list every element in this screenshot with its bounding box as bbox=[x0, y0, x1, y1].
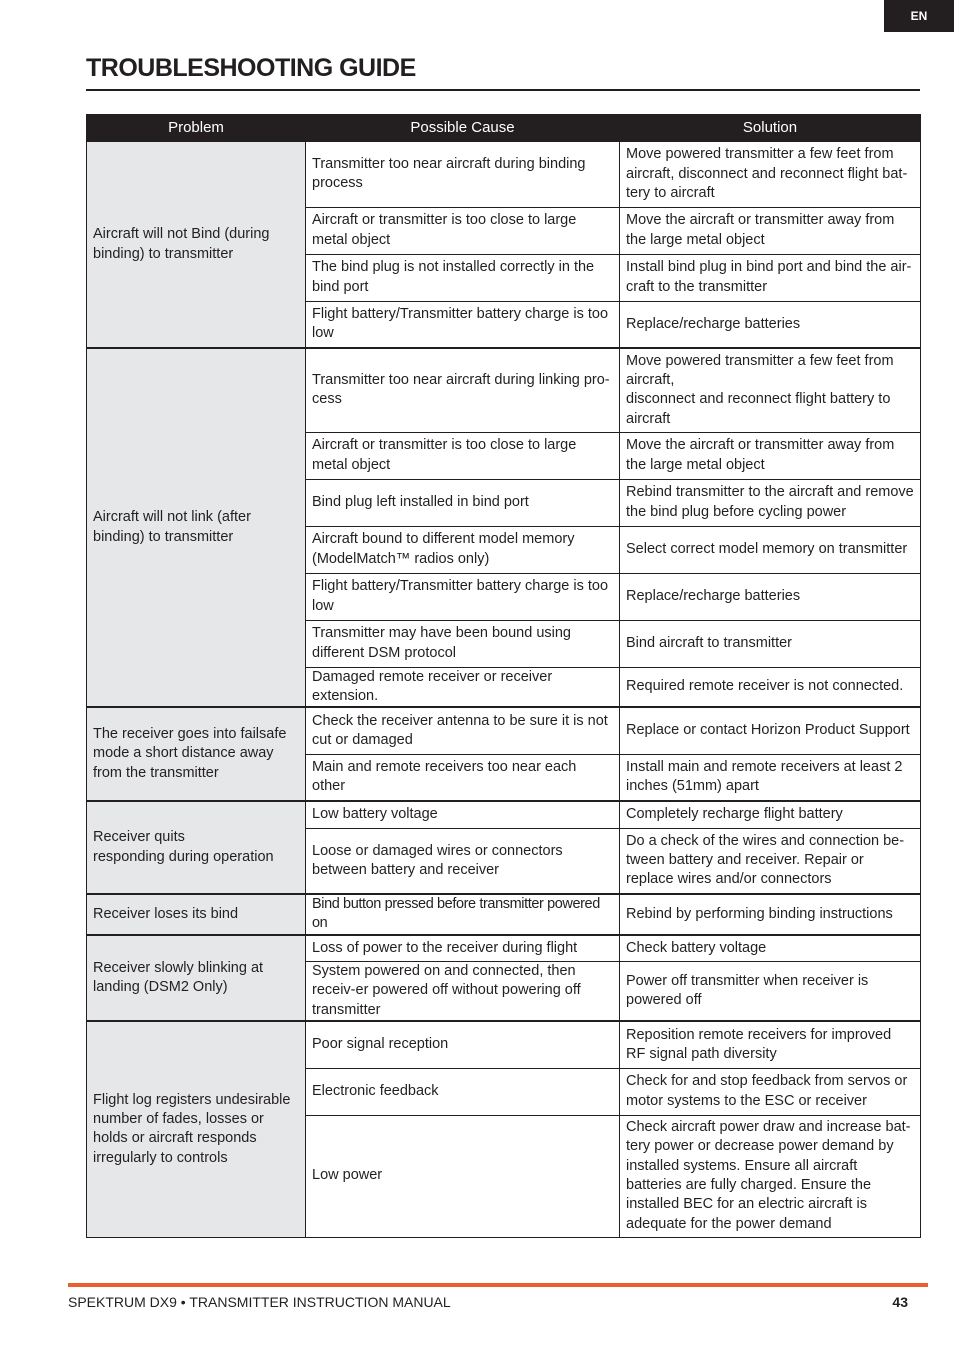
cause-cell: Main and remote receivers too near each other bbox=[306, 754, 620, 801]
cause-cell: Aircraft or transmitter is too close to large metal object bbox=[306, 432, 620, 479]
problem-cell: Flight log registers undesirable number of fades, losses or holds or aircraft responds irregularly to controls bbox=[87, 1021, 306, 1237]
problem-group-loses-bind bbox=[87, 894, 921, 935]
table-row bbox=[87, 1021, 921, 1068]
solution-cell: Required remote receiver is not connected. bbox=[620, 667, 921, 707]
table-header-row bbox=[87, 115, 921, 142]
cause-cell: The bind plug is not installed correctly in the bind port bbox=[306, 254, 620, 301]
solution-cell: Replace or contact Horizon Product Support bbox=[620, 707, 921, 754]
solution-cell: Move the aircraft or transmitter away from the large metal object bbox=[620, 432, 921, 479]
cause-cell: Transmitter too near aircraft during linking pro-cess bbox=[306, 348, 620, 432]
problem-group-blinking bbox=[87, 935, 921, 1021]
solution-cell: Replace/recharge batteries bbox=[620, 301, 921, 348]
page-title: TROUBLESHOOTING GUIDE bbox=[86, 54, 416, 82]
problem-cell: Receiver slowly blinking at landing (DSM2 Only) bbox=[87, 935, 306, 1021]
cause-cell: Loss of power to the receiver during flight bbox=[306, 935, 620, 962]
table-row bbox=[87, 801, 921, 828]
solution-cell: Check for and stop feedback from servos or motor systems to the ESC or receiver bbox=[620, 1068, 921, 1115]
solution-cell: Install main and remote receivers at least 2 inches (51mm) apart bbox=[620, 754, 921, 801]
solution-cell: Do a check of the wires and connection be-tween battery and receiver. Repair or replace wires and/or connectors bbox=[620, 828, 921, 894]
solution-cell: Move the aircraft or transmitter away from the large metal object bbox=[620, 207, 921, 254]
header-problem: Problem bbox=[87, 115, 306, 142]
problem-group-bind bbox=[87, 141, 921, 348]
cause-cell: Loose or damaged wires or connectors between battery and receiver bbox=[306, 828, 620, 894]
footer-accent-rule bbox=[68, 1283, 928, 1287]
solution-cell: Reposition remote receivers for improved RF signal path diversity bbox=[620, 1021, 921, 1068]
cause-cell: Electronic feedback bbox=[306, 1068, 620, 1115]
table-row bbox=[87, 894, 921, 935]
solution-cell: Check battery voltage bbox=[620, 935, 921, 962]
solution-cell: Power off transmitter when receiver is powered off bbox=[620, 962, 921, 1021]
solution-cell: Bind aircraft to transmitter bbox=[620, 620, 921, 667]
solution-cell: Install bind plug in bind port and bind the air-craft to the transmitter bbox=[620, 254, 921, 301]
solution-cell: Move powered transmitter a few feet from aircraft, disconnect and reconnect flight bat-tery to aircraft bbox=[620, 141, 921, 207]
page-number: 43 bbox=[892, 1294, 908, 1310]
problem-group-flight-log bbox=[87, 1021, 921, 1237]
cause-cell: Damaged remote receiver or receiver extension. bbox=[306, 667, 620, 707]
footer-manual-title: SPEKTRUM DX9 • TRANSMITTER INSTRUCTION MANUAL bbox=[68, 1294, 451, 1310]
problem-cell: The receiver goes into failsafe mode a short distance away from the transmitter bbox=[87, 707, 306, 801]
cause-cell: Transmitter too near aircraft during binding process bbox=[306, 141, 620, 207]
table-row bbox=[87, 935, 921, 962]
cause-cell: Flight battery/Transmitter battery charge is too low bbox=[306, 573, 620, 620]
problem-group-link bbox=[87, 348, 921, 707]
problem-group-failsafe bbox=[87, 707, 921, 801]
problem-group-receiver-quits bbox=[87, 801, 921, 894]
table-row bbox=[87, 348, 921, 432]
cause-cell: Check the receiver antenna to be sure it is not cut or damaged bbox=[306, 707, 620, 754]
cause-cell: Aircraft or transmitter is too close to large metal object bbox=[306, 207, 620, 254]
header-possible-cause: Possible Cause bbox=[306, 115, 620, 142]
solution-cell: Rebind by performing binding instructions bbox=[620, 894, 921, 935]
solution-cell: Completely recharge flight battery bbox=[620, 801, 921, 828]
problem-cell: Receiver loses its bind bbox=[87, 894, 306, 935]
table-row bbox=[87, 141, 921, 207]
solution-cell: Select correct model memory on transmitter bbox=[620, 526, 921, 573]
cause-cell: Flight battery/Transmitter battery charge is too low bbox=[306, 301, 620, 348]
cause-cell: Transmitter may have been bound using different DSM protocol bbox=[306, 620, 620, 667]
cause-cell: Low battery voltage bbox=[306, 801, 620, 828]
header-solution: Solution bbox=[620, 115, 921, 142]
solution-cell: Rebind transmitter to the aircraft and remove the bind plug before cycling power bbox=[620, 479, 921, 526]
cause-cell: Low power bbox=[306, 1115, 620, 1237]
cause-cell: Bind plug left installed in bind port bbox=[306, 479, 620, 526]
problem-cell: Receiver quits responding during operation bbox=[87, 801, 306, 894]
title-divider bbox=[86, 89, 920, 91]
cause-cell: System powered on and connected, then receiv-er powered off without powering off transmitter bbox=[306, 962, 620, 1021]
solution-cell: Move powered transmitter a few feet from aircraft, disconnect and reconnect flight battery to aircraft bbox=[620, 348, 921, 432]
cause-cell: Bind button pressed before transmitter powered on bbox=[306, 894, 620, 935]
cause-cell: Poor signal reception bbox=[306, 1021, 620, 1068]
solution-cell: Check aircraft power draw and increase bat-tery power or decrease power demand by installed systems. Ensure all aircraft batteries are fully charged. Ensure the installed BEC for an electric aircraft is adequate for the power demand bbox=[620, 1115, 921, 1237]
problem-cell: Aircraft will not Bind (during binding) to transmitter bbox=[87, 141, 306, 348]
problem-cell: Aircraft will not link (after binding) to transmitter bbox=[87, 348, 306, 707]
cause-cell: Aircraft bound to different model memory (ModelMatch™ radios only) bbox=[306, 526, 620, 573]
language-tab: EN bbox=[884, 0, 954, 32]
troubleshooting-table bbox=[86, 114, 921, 1238]
table-row bbox=[87, 707, 921, 754]
solution-cell: Replace/recharge batteries bbox=[620, 573, 921, 620]
